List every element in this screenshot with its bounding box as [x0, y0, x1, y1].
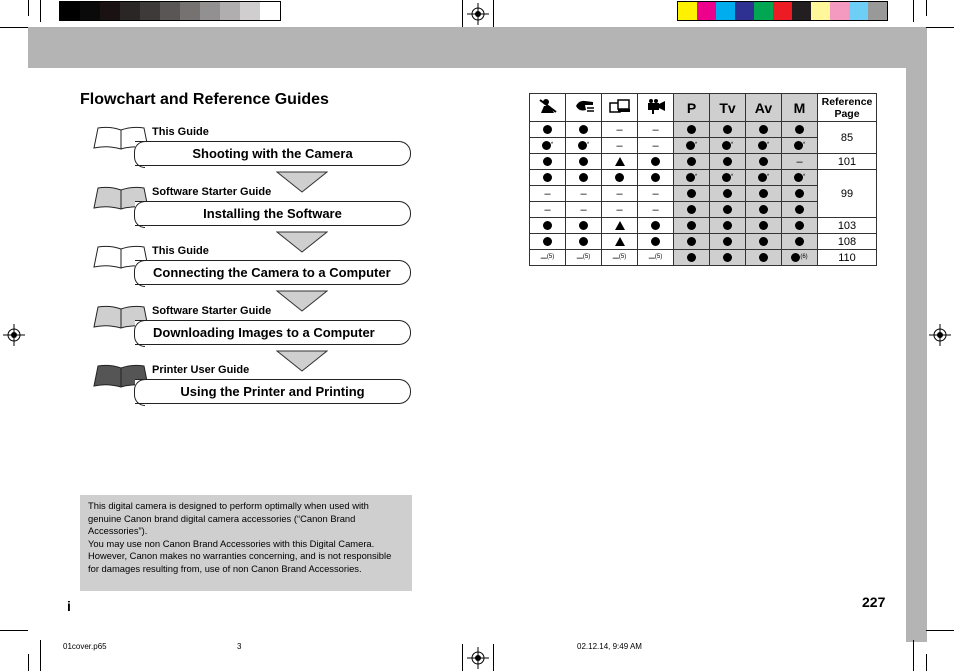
available-dot-icon: [542, 141, 554, 150]
table-cell: –: [602, 122, 638, 138]
available-dot-icon: [651, 157, 660, 166]
table-cell: [566, 138, 602, 154]
table-header-mode: P: [674, 94, 710, 122]
table-cell: [782, 138, 818, 154]
footnote-marker: (5): [618, 253, 627, 260]
color-swatch: [220, 2, 240, 20]
registration-mark-icon: [467, 3, 489, 25]
table-cell: [746, 218, 782, 234]
color-swatch: [80, 2, 100, 20]
table-cell: –: [638, 202, 674, 218]
table-header-fast-shutter-icon: [566, 94, 602, 122]
table-cell: –: [602, 138, 638, 154]
available-dot-icon: [543, 173, 552, 182]
color-swatch: [100, 2, 120, 20]
footer-number: 3: [237, 642, 242, 651]
table-cell: –: [530, 202, 566, 218]
available-dot-icon: [687, 205, 696, 214]
disclaimer-paragraph: You may use non Canon Brand Accessories with this Digital Camera. However, Canon makes no warranties concerning, and is not responsible for damages resulting from, use of non Canon Brand Accessories.: [88, 537, 392, 574]
table-cell: [782, 186, 818, 202]
table-row: [530, 234, 877, 250]
available-dot-icon: [686, 173, 698, 182]
table-cell: [530, 234, 566, 250]
table-header-row: [530, 94, 877, 122]
table-row: [530, 154, 877, 170]
crop-mark: [0, 27, 28, 28]
color-swatch: [754, 2, 773, 20]
available-dot-icon: [795, 205, 804, 214]
table-cell: [566, 218, 602, 234]
available-dot-icon: [543, 221, 552, 230]
color-swatch: [716, 2, 735, 20]
color-swatch: [60, 2, 80, 20]
right-margin-band: [906, 27, 927, 642]
partial-triangle-icon: [615, 221, 625, 230]
flow-step: [92, 126, 412, 186]
available-dot-icon: [543, 157, 552, 166]
available-dot-icon: [723, 237, 732, 246]
table-header-movie-icon: [638, 94, 674, 122]
table-cell: [710, 234, 746, 250]
available-dot-icon: [723, 205, 732, 214]
available-dot-icon: [687, 189, 696, 198]
page-number-left: i: [67, 598, 71, 614]
registration-mark-icon: [467, 647, 489, 669]
table-header-mode: Tv: [710, 94, 746, 122]
reference-page-cell: 108: [818, 234, 877, 250]
available-dot-icon: [579, 173, 588, 182]
step-shooting: Shooting with the Camera: [135, 141, 411, 166]
footnote-marker: *: [802, 141, 806, 148]
available-dot-icon: [759, 205, 768, 214]
color-swatch: [849, 2, 868, 20]
flow-step: [92, 305, 412, 365]
table-cell: –: [602, 202, 638, 218]
table-row: [530, 122, 877, 138]
table-cell: [566, 234, 602, 250]
color-swatch: [240, 2, 260, 20]
reference-page-cell: 99: [818, 170, 877, 218]
guide-label: Software Starter Guide: [152, 186, 272, 198]
available-dot-icon: [759, 253, 768, 262]
color-swatch: [180, 2, 200, 20]
table-cell: –$^{(5)}$: [530, 250, 566, 266]
color-swatch: [160, 2, 180, 20]
available-dot-icon: [687, 157, 696, 166]
registration-mark-icon: [3, 324, 25, 346]
table-cell: [746, 154, 782, 170]
footer-date: 02.12.14, 9:49 AM: [577, 642, 642, 651]
color-swatch: [868, 2, 887, 20]
crop-mark: [913, 0, 914, 22]
crop-mark: [28, 0, 29, 16]
table-cell: –: [602, 186, 638, 202]
table-row: [530, 250, 877, 266]
table-cell: [602, 154, 638, 170]
table-row: [530, 170, 877, 186]
guide-label: Software Starter Guide: [152, 305, 272, 317]
color-swatch: [697, 2, 716, 20]
available-dot-icon: [579, 221, 588, 230]
footer-filename: 01cover.p65: [63, 642, 107, 651]
crop-mark: [0, 630, 28, 631]
stitch-assist-icon: [609, 100, 631, 116]
table-cell: [710, 154, 746, 170]
available-dot-icon: [578, 141, 590, 150]
registration-mark-icon: [929, 324, 951, 346]
table-cell: [602, 218, 638, 234]
color-swatch: [140, 2, 160, 20]
table-cell: –$^{(5)}$: [566, 250, 602, 266]
reference-page-cell: 103: [818, 218, 877, 234]
available-dot-icon: [687, 125, 696, 134]
grayscale-calibration-bar: [59, 1, 281, 21]
table-cell: [674, 138, 710, 154]
table-cell: [638, 218, 674, 234]
table-cell: –: [530, 186, 566, 202]
available-dot-icon: [651, 173, 660, 182]
crop-mark: [493, 644, 494, 671]
table-cell: –$^{(5)}$: [602, 250, 638, 266]
crop-mark: [462, 0, 463, 27]
available-dot-icon: [758, 141, 770, 150]
color-swatch: [260, 2, 280, 20]
table-cell: [746, 122, 782, 138]
available-dot-icon: [579, 125, 588, 134]
table-cell: [674, 218, 710, 234]
color-swatch: [735, 2, 754, 20]
table-cell: [566, 170, 602, 186]
step-downloading: Downloading Images to a Computer: [135, 320, 411, 345]
mode-reference-table: [529, 93, 877, 266]
color-swatch: [200, 2, 220, 20]
guide-label: Printer User Guide: [152, 364, 250, 376]
fast-shutter-icon: [573, 101, 595, 117]
available-dot-icon: [759, 125, 768, 134]
page-number-right: 227: [862, 594, 886, 610]
table-cell: [674, 154, 710, 170]
footnote-marker: *: [694, 141, 698, 148]
footnote-marker: *: [550, 141, 554, 148]
available-dot-icon: [794, 173, 806, 182]
table-cell: [638, 170, 674, 186]
table-cell: [530, 154, 566, 170]
table-cell: [674, 234, 710, 250]
partial-triangle-icon: [615, 157, 625, 166]
table-cell: [674, 186, 710, 202]
available-dot-icon: [759, 157, 768, 166]
table-cell: [638, 234, 674, 250]
table-cell: [674, 250, 710, 266]
available-dot-icon: [723, 221, 732, 230]
crop-mark: [493, 0, 494, 27]
table-cell: [674, 202, 710, 218]
color-swatch: [811, 2, 830, 20]
table-cell: [746, 170, 782, 186]
table-cell: [566, 154, 602, 170]
table-cell: [602, 234, 638, 250]
available-dot-icon: [723, 157, 732, 166]
available-dot-icon: [543, 237, 552, 246]
footnote-marker: *: [586, 141, 590, 148]
step-installing: Installing the Software: [135, 201, 411, 226]
crop-mark: [926, 27, 954, 28]
available-dot-icon: [759, 237, 768, 246]
table-cell: [782, 122, 818, 138]
disclaimer-paragraph: This digital camera is designed to perform optimally when used with genuine Canon brand digital camera accessories (“Canon Brand Accessories”).: [88, 500, 369, 537]
page-title: Flowchart and Reference Guides: [80, 91, 329, 108]
footnote-marker: *: [766, 173, 770, 180]
color-calibration-bar: [677, 1, 888, 21]
table-cell: [674, 122, 710, 138]
color-swatch: [120, 2, 140, 20]
top-margin-band: [28, 27, 906, 68]
available-dot-icon: [687, 253, 696, 262]
reference-page-cell: 110: [818, 250, 877, 266]
crop-mark: [28, 654, 29, 671]
available-dot-icon: [615, 173, 624, 182]
available-dot-icon: [758, 173, 770, 182]
footnote-marker: (5): [582, 253, 591, 260]
table-cell: –: [566, 202, 602, 218]
available-dot-icon: [579, 157, 588, 166]
table-cell: [746, 186, 782, 202]
table-cell: [530, 138, 566, 154]
table-cell: [710, 122, 746, 138]
table-cell: [710, 202, 746, 218]
table-cell: [710, 138, 746, 154]
crop-mark: [926, 630, 954, 631]
flow-step: [92, 186, 412, 246]
guide-label: This Guide: [152, 245, 209, 257]
available-dot-icon: [543, 125, 552, 134]
crop-mark: [926, 0, 927, 16]
table-cell: [530, 218, 566, 234]
footnote-marker: (5): [654, 253, 663, 260]
table-header-mode: Av: [746, 94, 782, 122]
available-dot-icon: [723, 253, 732, 262]
table-cell: [746, 234, 782, 250]
crop-mark: [913, 640, 914, 671]
footnote-marker: *: [694, 173, 698, 180]
available-dot-icon: [722, 141, 734, 150]
footnote-marker: *: [766, 141, 770, 148]
table-cell: [638, 154, 674, 170]
table-cell: [710, 218, 746, 234]
available-dot-icon: [795, 221, 804, 230]
table-cell: –: [638, 186, 674, 202]
available-dot-icon: [579, 237, 588, 246]
footnote-marker: (5): [546, 253, 555, 260]
table-cell: [674, 170, 710, 186]
movie-icon: [646, 101, 666, 117]
accessories-disclaimer: [80, 495, 412, 591]
color-swatch: [773, 2, 792, 20]
step-printing: Using the Printer and Printing: [135, 379, 411, 404]
table-cell: [746, 138, 782, 154]
crop-mark: [462, 644, 463, 671]
table-cell: [530, 122, 566, 138]
available-dot-icon: [651, 237, 660, 246]
flow-step: [92, 364, 412, 424]
flow-step: [92, 245, 412, 305]
table-cell: [710, 170, 746, 186]
table-row: [530, 218, 877, 234]
available-dot-icon: [759, 189, 768, 198]
table-cell: –$^{(5)}$: [638, 250, 674, 266]
crop-mark: [40, 640, 41, 671]
reference-page-cell: 85: [818, 122, 877, 154]
portrait-icon: [538, 101, 558, 117]
table-cell: [530, 170, 566, 186]
table-cell: –: [638, 138, 674, 154]
available-dot-icon: [687, 237, 696, 246]
table-cell: [746, 202, 782, 218]
footnote-marker: *: [730, 173, 734, 180]
available-dot-icon: [794, 141, 806, 150]
table-header-reference: Reference Page: [818, 94, 877, 122]
available-dot-icon: [795, 237, 804, 246]
available-dot-icon: [791, 253, 800, 262]
table-cell: [566, 122, 602, 138]
table-cell: [710, 186, 746, 202]
table-cell: [602, 170, 638, 186]
table-header-mode: M: [782, 94, 818, 122]
guide-label: This Guide: [152, 126, 209, 138]
table-cell: [746, 250, 782, 266]
available-dot-icon: [686, 141, 698, 150]
table-cell: [782, 234, 818, 250]
available-dot-icon: [795, 189, 804, 198]
available-dot-icon: [651, 221, 660, 230]
crop-mark: [926, 654, 927, 671]
table-cell: –: [638, 122, 674, 138]
color-swatch: [678, 2, 697, 20]
table-cell: [710, 250, 746, 266]
color-swatch: [830, 2, 849, 20]
available-dot-icon: [687, 221, 696, 230]
table-cell: –: [782, 154, 818, 170]
table-cell: [782, 250, 818, 266]
table-cell: [782, 218, 818, 234]
footnote-marker: *: [730, 141, 734, 148]
footnote-marker: *: [802, 173, 806, 180]
step-connecting: Connecting the Camera to a Computer: [135, 260, 411, 285]
crop-mark: [40, 0, 41, 22]
available-dot-icon: [759, 221, 768, 230]
footnote-marker: (6): [800, 253, 808, 260]
available-dot-icon: [723, 125, 732, 134]
available-dot-icon: [723, 189, 732, 198]
color-swatch: [792, 2, 811, 20]
table-header-stitch-assist-icon: [602, 94, 638, 122]
available-dot-icon: [795, 125, 804, 134]
table-header-portrait-icon: [530, 94, 566, 122]
table-cell: –: [566, 186, 602, 202]
table-cell: [782, 202, 818, 218]
reference-page-cell: 101: [818, 154, 877, 170]
available-dot-icon: [722, 173, 734, 182]
partial-triangle-icon: [615, 237, 625, 246]
table-cell: [782, 170, 818, 186]
